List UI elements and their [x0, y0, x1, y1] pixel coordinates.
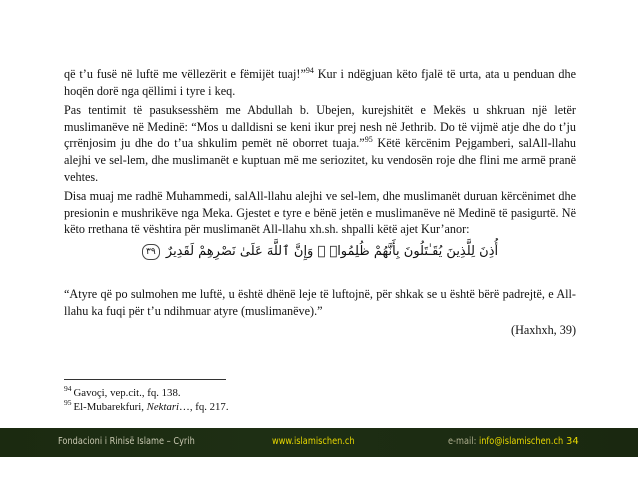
footnote-ref-95[interactable]: 95 — [364, 135, 373, 145]
paragraph-3 — [64, 188, 576, 238]
footer-email-label: e-mail: — [448, 436, 479, 447]
footnote-94 — [64, 386, 229, 400]
footnote-number: 95 — [64, 398, 72, 408]
verse-source: (Haxhxh, 39) — [511, 323, 576, 338]
paragraph-1-text-cont: Kur i ndëgjuan këto fjalë të urta, ata u penduan dhe hoqën dorë nga qëllimi i tyre i keq. — [64, 67, 576, 98]
paragraph-1-text: që t’u fusë në luftë me vëllezërit e fëmijët tuaj!” — [64, 67, 306, 81]
footnote-ref-94[interactable]: 94 — [305, 65, 314, 75]
footer-email-link[interactable]: info@islamischen.ch — [478, 436, 564, 447]
footer-email[interactable] — [448, 436, 563, 447]
page-number: 34 — [566, 436, 579, 447]
paragraph-2 — [64, 102, 576, 185]
footnote-text: El-Mubarekfuri, — [73, 401, 147, 413]
paragraph-3-text: Disa muaj me radhë Muhammedi, salAll-llahu alejhi ve sel-lem, dhe muslimanët duruan kërcënimet dhe presionin e mushrikëve nga Meka. Gjestet e tyre e bënë jetën e muslimanëve në Medinë të pasigurtë. Në këto rrethana të vështira për muslimanët All-llahu xh.sh. shpalli këtë ajet Kur’anor: — [64, 189, 576, 237]
quran-verse — [64, 240, 576, 264]
footnote-number: 94 — [64, 384, 72, 394]
footnote-text: Gavoçi, vep.cit., fq. 138. — [73, 387, 181, 399]
body-text — [64, 66, 576, 339]
paragraph-2-text: Pas tentimit të pasuksesshëm me Abdullah b. Ubejen, kurejshitët e Mekës u shkruan një letër muslimanëve në Medinë: “Mos u dalldisni se keni ikur prej nesh në Jethrib. Do të vijmë atje dhe do t’ju çrrënjosim ju dhe do t’ua shkulim pemët në oborret tuaja.” — [64, 103, 576, 151]
ayah-number-marker: ٣٩ — [142, 244, 160, 260]
footer-website-link[interactable]: www.islamischen.ch — [272, 436, 355, 447]
footnotes — [64, 386, 229, 414]
verse-translation: “Atyre që po sulmohen me luftë, u është dhënë leje të luftojnë, për shkak se u është bërë padrejtë, e All-llahu ka fuqi për t’u ndihmuar atyre (muslimanëve).” — [64, 286, 576, 318]
footnote-italic-title: Nektari — [146, 401, 180, 413]
paragraph-2-text-cont: Këtë kërcënim Pejgamberi, salAll-llahu alejhi ve sel-lem, dhe muslimanët e kuptuan më me seriozitet, ku vendosën roje dhe flini me armë pranë vehtes. — [64, 136, 576, 184]
footnote-text-cont: …, fq. 217. — [179, 401, 229, 413]
arabic-verse-text: أُذِنَ لِلَّذِينَ يُقَـٰتَلُونَ بِأَنَّهُمْ ظُلِمُوا۟ ۚ وَإِنَّ ٱللَّهَ عَلَىٰ نَصْرِهِمْ لَقَدِيرٌ — [165, 243, 499, 259]
page-footer — [0, 428, 638, 457]
paragraph-1 — [64, 66, 576, 99]
footnote-divider — [64, 379, 226, 380]
footer-organization: Fondacioni i Rinisë Islame – Cyrih — [58, 436, 195, 447]
footnote-95 — [64, 400, 229, 414]
